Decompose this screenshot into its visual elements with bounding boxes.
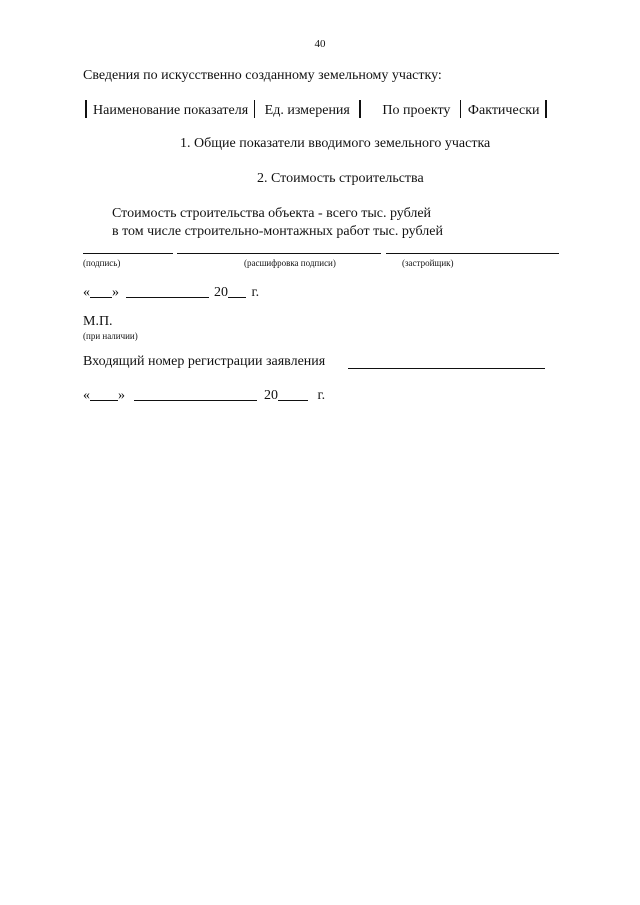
date-line-1 bbox=[83, 285, 259, 301]
table-border bbox=[254, 100, 256, 118]
registration-label: Входящий номер регистрации заявления bbox=[83, 354, 326, 369]
day-blank bbox=[90, 285, 112, 298]
col-indicator-name: Наименование показателя bbox=[93, 103, 249, 118]
intro-text: Сведения по искусственно созданному земельному участку: bbox=[83, 68, 442, 83]
quote-close: » bbox=[118, 388, 125, 403]
cost-total-line: Стоимость строительства объекта - всего тыс. рублей bbox=[112, 206, 432, 221]
table-border-right bbox=[545, 100, 547, 118]
section-1-heading: 1. Общие показатели вводимого земельного участка bbox=[180, 136, 491, 151]
signature-line bbox=[83, 253, 173, 254]
developer-caption: (застройщик) bbox=[402, 258, 454, 268]
year-suffix: г. bbox=[317, 388, 326, 403]
decoding-caption: (расшифровка подписи) bbox=[244, 258, 336, 268]
month-blank bbox=[126, 285, 209, 298]
col-unit: Ед. измерения bbox=[264, 103, 350, 118]
day-blank bbox=[90, 388, 118, 401]
year-prefix: 20 bbox=[264, 388, 278, 403]
table-header bbox=[85, 100, 547, 119]
year-blank bbox=[228, 285, 246, 298]
page-number: 40 bbox=[314, 38, 326, 50]
year-prefix: 20 bbox=[214, 285, 228, 300]
table-border bbox=[359, 100, 361, 118]
month-blank bbox=[134, 388, 257, 401]
quote-open: « bbox=[83, 388, 90, 403]
section-2-heading: 2. Стоимость строительства bbox=[257, 171, 424, 186]
quote-close: » bbox=[112, 285, 119, 300]
decoding-line bbox=[177, 253, 381, 254]
quote-open: « bbox=[83, 285, 90, 300]
signature-caption: (подпись) bbox=[83, 258, 121, 268]
cost-construction-line: в том числе строительно-монтажных работ тыс. рублей bbox=[112, 224, 443, 239]
table-border-left bbox=[85, 100, 87, 118]
registration-line bbox=[348, 368, 545, 369]
developer-line bbox=[386, 253, 559, 254]
stamp-note: (при наличии) bbox=[83, 331, 138, 341]
stamp-label: М.П. bbox=[83, 314, 113, 329]
col-by-project: По проекту bbox=[382, 103, 451, 118]
col-actual: Фактически bbox=[467, 103, 540, 118]
year-suffix: г. bbox=[251, 285, 260, 300]
date-line-2 bbox=[83, 388, 325, 404]
table-border bbox=[460, 100, 462, 118]
year-blank bbox=[278, 388, 308, 401]
